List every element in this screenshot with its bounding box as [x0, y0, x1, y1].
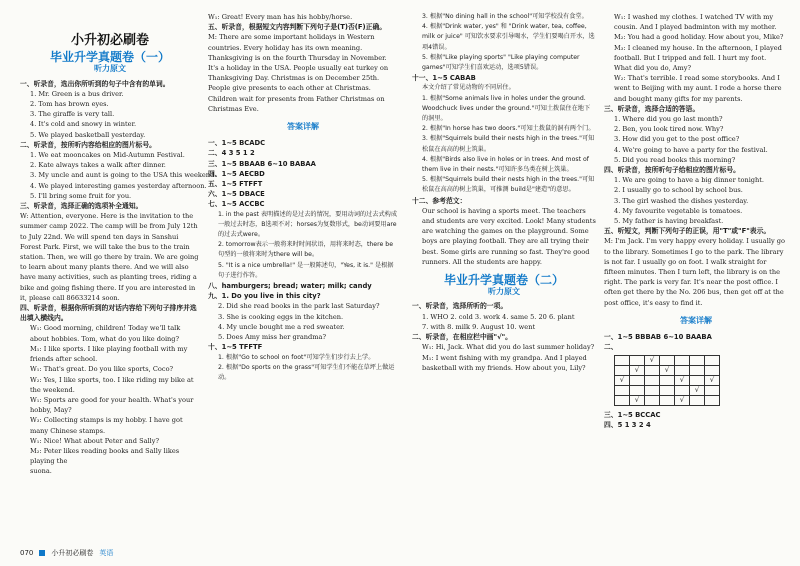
list-item: 2. Kate always takes a walk after dinner. — [30, 161, 166, 170]
explanation: 3. 根据"No dining hall in the school"可知学校没有食堂。 — [422, 13, 588, 20]
dialogue-line: W₂: That's terrible. I read some storybooks. And I went to Beijing with my aunt. I rode a horse there and bought many gifts for my parents. — [614, 74, 782, 103]
grid-cell: √ — [615, 375, 630, 385]
grid-cell: √ — [675, 375, 690, 385]
list-item: 3. The girl washed the dishes yesterday. — [614, 196, 749, 205]
grid-cell: √ — [630, 395, 645, 405]
table-row — [615, 395, 720, 405]
dialogue-line: suona. — [30, 467, 52, 476]
item-list — [20, 150, 217, 201]
square-icon — [39, 550, 45, 556]
dialogue-line: W₁: Good morning, children! Today we'll talk about hobbies. Tom, what do you like doing? — [30, 324, 181, 343]
grid-cell — [630, 355, 645, 365]
answer-line: 五、1~5 FTFFT — [208, 180, 263, 189]
list-item: 5. Does Amy miss her grandma? — [218, 333, 326, 342]
paragraph: M: I'm Jack. I'm very happy every holiday. I usually go to the library. Sometimes I go to the park. The library is not far. I usually go on foot. I walk straight for fifteen minutes. Then I turn left, the library is on the right. The park is very far. It's near the post office. I often get there by the No. 206 bus, then get off at the post office, it's easy to find it. — [604, 237, 785, 307]
grid-cell — [615, 395, 630, 405]
list-item: 1. We eat mooncakes on Mid-Autumn Festival. — [30, 151, 185, 160]
table-row — [615, 385, 720, 395]
listening-heading-2: 听力原文 — [488, 287, 520, 297]
list-item: 5. We played basketball yesterday. — [30, 130, 146, 139]
dialogue-line: M₁: I like sports. I like playing football with my friends after school. — [30, 344, 188, 364]
answer-line: 十一、1~5 CABAB — [412, 74, 476, 83]
grid-cell — [660, 355, 675, 365]
list-item: 1. Mr. Green is a bus driver. — [30, 89, 124, 98]
section-heading: 四、听录音，根据你所听到的对话内容给下列句子排序并选出填入横线内。 — [20, 304, 197, 323]
listening-heading: 听力原文 — [94, 64, 126, 74]
answer-line: 一、1~5 BCADC — [208, 139, 266, 148]
section-heading: 五、听短文，判断下列句子的正误，用"T"或"F"表示。 — [604, 227, 771, 236]
list-item: 2. Did she read books in the park last Saturday? — [218, 302, 380, 311]
dialogue-line: M₂: You had a good holiday. How about you, Mike? — [614, 33, 784, 42]
answer-grid — [614, 355, 720, 406]
answer-line: 七、1~5 ACCBC — [208, 200, 265, 209]
paper-title: 毕业升学真题卷（一） — [49, 50, 170, 65]
list-item: 5. Did you read books this morning? — [614, 155, 736, 164]
table-row — [615, 365, 720, 375]
section-heading: 二、听录音，在相应栏中画"√"。 — [412, 333, 512, 342]
list-item: 1. Where did you go last month? — [614, 115, 723, 124]
dialogue-line: M₂: Peter likes reading books and Sally likes playing the — [30, 446, 180, 466]
section-heading: 一、听录音，选出你所听到的句子中含有的单词。 — [20, 79, 170, 88]
answer-line: 六、1~5 DBACE — [208, 190, 265, 199]
grid-cell — [615, 385, 630, 395]
dialogue-line: W₁: Sports are good for your health. What's your hobby, May? — [30, 395, 194, 415]
grid-cell — [690, 375, 705, 385]
explanation: 2. 根据"Do sports on the grass"可知学生们不能在草坪上做运动。 — [218, 363, 395, 381]
section-heading: 五、听录音，根据短文内容判断下列句子是(T)否(F)正确。 — [208, 23, 387, 32]
grid-cell — [705, 355, 720, 365]
answer-line: 十、1~5 TFFTF — [208, 343, 263, 352]
answers-heading: 答案详解 — [287, 122, 319, 132]
dialogue-line: W₁: Hi, Jack. What did you do last summer holiday? — [422, 343, 595, 352]
grid-cell — [705, 395, 720, 405]
answer-line: 四、5 1 3 2 4 — [604, 420, 651, 429]
word-list: 1. WHO 2. cold 3. work 4. same 5. 20 6. plant — [422, 312, 575, 321]
subject-tag: 英语 — [99, 549, 114, 557]
answer-line: 二、 — [604, 343, 618, 352]
dialogue — [604, 12, 788, 104]
answer-line: 三、1~5 BCCAC — [604, 410, 661, 419]
model-essay: Our school is having a sports meet. The teachers and students are very excited. Look! Many students are watching the games on the playground. Some boys are playing football. They are all trying their best. Some girls are running so fast. They're good runners. All the students are happy. — [422, 206, 596, 266]
list-item: 3. How did you get to the post office? — [614, 135, 740, 144]
dialogue-line: W₁: I washed my clothes. I watched TV with my cousin. And I played badminton with my mother. — [614, 13, 777, 32]
grid-cell — [705, 365, 720, 375]
grid-cell — [660, 395, 675, 405]
list-item: 2. I usually go to school by school bus. — [614, 186, 743, 195]
grid-cell — [660, 385, 675, 395]
dialogue-line: W₃: Collecting stamps is my hobby. I have got many Chinese stamps. — [30, 416, 183, 435]
explanation: 5. 根据"Like playing sports" "Like playing computer games"可知学生们喜欢运动，选项5错误。 — [422, 53, 580, 72]
page-footer — [20, 548, 113, 558]
explanation: 5. "It is a nice umbrella!" 是一般陈述句，"Yes, it is." 是根据句子进行作答。 — [218, 261, 394, 279]
grid-cell — [690, 365, 705, 375]
section-heading: 一、听录音，选择所听的一项。 — [412, 302, 508, 311]
grid-cell — [675, 355, 690, 365]
explanation: 1. 根据"Go to school on foot"可知学生们步行去上学。 — [218, 353, 375, 361]
grid-cell: √ — [660, 365, 675, 375]
grid-cell — [645, 385, 660, 395]
section-heading: 三、听录音，选择合适的答语。 — [604, 104, 700, 113]
grid-cell: √ — [645, 355, 660, 365]
answer-line: 三、1~5 BBAAB 6~10 BABAA — [208, 159, 316, 168]
grid-cell — [615, 365, 630, 375]
column-1 — [20, 12, 217, 477]
explanation: 1. 根据"Some animals live in holes under the ground. Woodchuck lives under the ground."可知土拨鼠住在地下的洞里。 — [422, 94, 591, 123]
grid-cell — [645, 395, 660, 405]
book-title: 小升初必刷卷 — [51, 549, 94, 557]
banner-title: 小升初必刷卷 — [70, 33, 149, 48]
dialogue — [412, 342, 596, 373]
explanation: 5. 根据"Squirrels build their nests high in the trees."可知松鼠在高高的树上筑巢，可推测 build是"建造"的意思。 — [422, 176, 595, 194]
explanation: 2. 根据"In horse has two doors."可知土拨鼠的洞有两个门。 — [422, 125, 595, 133]
list-item: 5. My father is having breakfast. — [614, 217, 724, 226]
list-item: 1. We are going to have a big dinner tonight. — [614, 176, 765, 185]
list-item: 4. It's cold and snowy in winter. — [30, 120, 137, 129]
grid-cell — [630, 385, 645, 395]
answers-heading: 答案详解 — [680, 315, 712, 325]
answer-line: 八、hamburgers; bread; water; milk; candy — [208, 282, 372, 291]
table-row — [615, 375, 720, 385]
explanation: 3. 根据"Squirrels build their nests high in the trees."可知松鼠在高高的树上筑巢。 — [422, 135, 595, 153]
list-item: 4. My favourite vegetable is tomatoes. — [614, 206, 743, 215]
dialogue-line: M₁: I went fishing with my grandpa. And I played basketball with my friends. How about you, Lily? — [422, 353, 587, 372]
paragraph: M: There are some important holidays in Western countries. Every holiday has its own meaning. Thanksgiving is on the fourth Thursday in November. It's a holiday in the USA. People usually eat turkey on Thanksgiving Day. Christmas is on December 25th. People give presents to each other at Christmas. Children wait for presents from Father Christmas on Christmas Eve. — [208, 33, 389, 113]
paragraph: W: Attention, everyone. Here is the invitation to the summer camp 2022. The camp will be from July 12th to July 22nd. We will spend ten days in Sanshui Forest Park. First, we will take the bus to the train station. Then, we will go there by train. We are going to learn about many plants there. And we will also have many activities, such as planting trees, riding a bike and going fishing there. If you are interested in it, please call 86633214 soon. — [20, 212, 199, 302]
grid-cell — [630, 375, 645, 385]
explanation: 2. tomorrow表示一般将来时时间状语，用将来时态，there be句型的一般将来时为there will be。 — [218, 241, 394, 259]
dialogue-line: W₁: Great! Every man has his hobby/horse. — [208, 13, 353, 21]
grid-cell: √ — [630, 365, 645, 375]
section-heading: 二、听录音，按所听内容给相应的图片标号。 — [20, 140, 156, 149]
list-item: 2. Ben, you look tired now. Why? — [614, 125, 724, 134]
dialogue-line: W₂: Yes, I like sports, too. I like riding my bike at the weekend. — [30, 375, 194, 394]
dialogue-line: M₃: I cleaned my house. In the afternoon, I played football. But I tripped and fell. I hurt my foot. — [614, 43, 782, 62]
explanation: 本文介绍了常见动物的不同居住。 — [422, 84, 515, 92]
column-4 — [604, 12, 788, 430]
grid-cell — [690, 355, 705, 365]
grid-cell — [705, 385, 720, 395]
answer-line: 十二、参考范文： — [412, 196, 467, 205]
grid-cell — [675, 385, 690, 395]
grid-cell — [690, 395, 705, 405]
word-list: 7. with 8. milk 9. August 10. went — [422, 322, 536, 331]
dialogue-line: W₁: Nice! What about Peter and Sally? — [30, 436, 160, 445]
answer-line: 四、1~5 AECBD — [208, 169, 265, 178]
item-list — [208, 301, 398, 342]
grid-cell: √ — [675, 395, 690, 405]
answer-line: 二、4 3 5 1 2 — [208, 149, 255, 158]
list-item: 4. We played interesting games yesterday afternoon. — [30, 181, 207, 190]
page-number: 070 — [20, 549, 34, 557]
explanation: 1. in the past 表明描述的是过去的情况，要用动词的过去式构成一般过去时态，B选项不对；horses为复数形式，be动词要用are的过去式were。 — [218, 210, 398, 239]
grid-cell — [675, 365, 690, 375]
answer-line: 九、1. Do you live in this city? — [208, 292, 321, 301]
dialogue-line: What did you do, Amy? — [614, 64, 692, 73]
grid-cell: √ — [690, 385, 705, 395]
column-2 — [208, 12, 398, 383]
answer-line: 一、1~5 BBBAB 6~10 BAABA — [604, 333, 712, 342]
grid-cell: √ — [705, 375, 720, 385]
section-heading: 四、听录音，按所听句子给相应的图片标号。 — [604, 166, 740, 175]
list-item: 3. The giraffe is very tall. — [30, 110, 115, 119]
column-3 — [412, 12, 596, 373]
dialogue-line: W₁: That's great. Do you like sports, Coco? — [30, 365, 174, 374]
paper-title-2: 毕业升学真题卷（二） — [443, 273, 564, 288]
item-list — [20, 89, 200, 140]
list-item: 2. Tom has brown eyes. — [30, 100, 109, 109]
grid-cell — [645, 365, 660, 375]
section-heading: 三、听录音，选择正确的选项补全通知。 — [20, 202, 143, 211]
grid-cell — [645, 375, 660, 385]
dialogue — [20, 323, 200, 476]
list-item: 3. My uncle and aunt is going to the USA this weekend. — [30, 171, 217, 180]
explanation: 4. 根据"Birds also live in holes or in trees. And most of them live in their nests."可知许多鸟类在树上筑巢。 — [422, 155, 589, 174]
list-item: 5. I'll bring some fruit for you. — [30, 191, 132, 200]
list-item: 3. She is cooking eggs in the kitchen. — [218, 312, 344, 321]
table-row — [615, 355, 720, 365]
list-item: 4. We're going to have a party for the festival. — [614, 145, 768, 154]
item-list — [604, 175, 788, 226]
explanation: 4. 根据"Drink water, yes" 和 "Drink water, tea, coffee, milk or juice" 可知饮水要求引导喝水，学生们要喝白开水，选项4错误。 — [422, 23, 595, 51]
list-item: 4. My uncle bought me a red sweater. — [218, 322, 345, 331]
grid-cell — [660, 375, 675, 385]
item-list — [604, 114, 788, 165]
grid-cell — [615, 355, 630, 365]
